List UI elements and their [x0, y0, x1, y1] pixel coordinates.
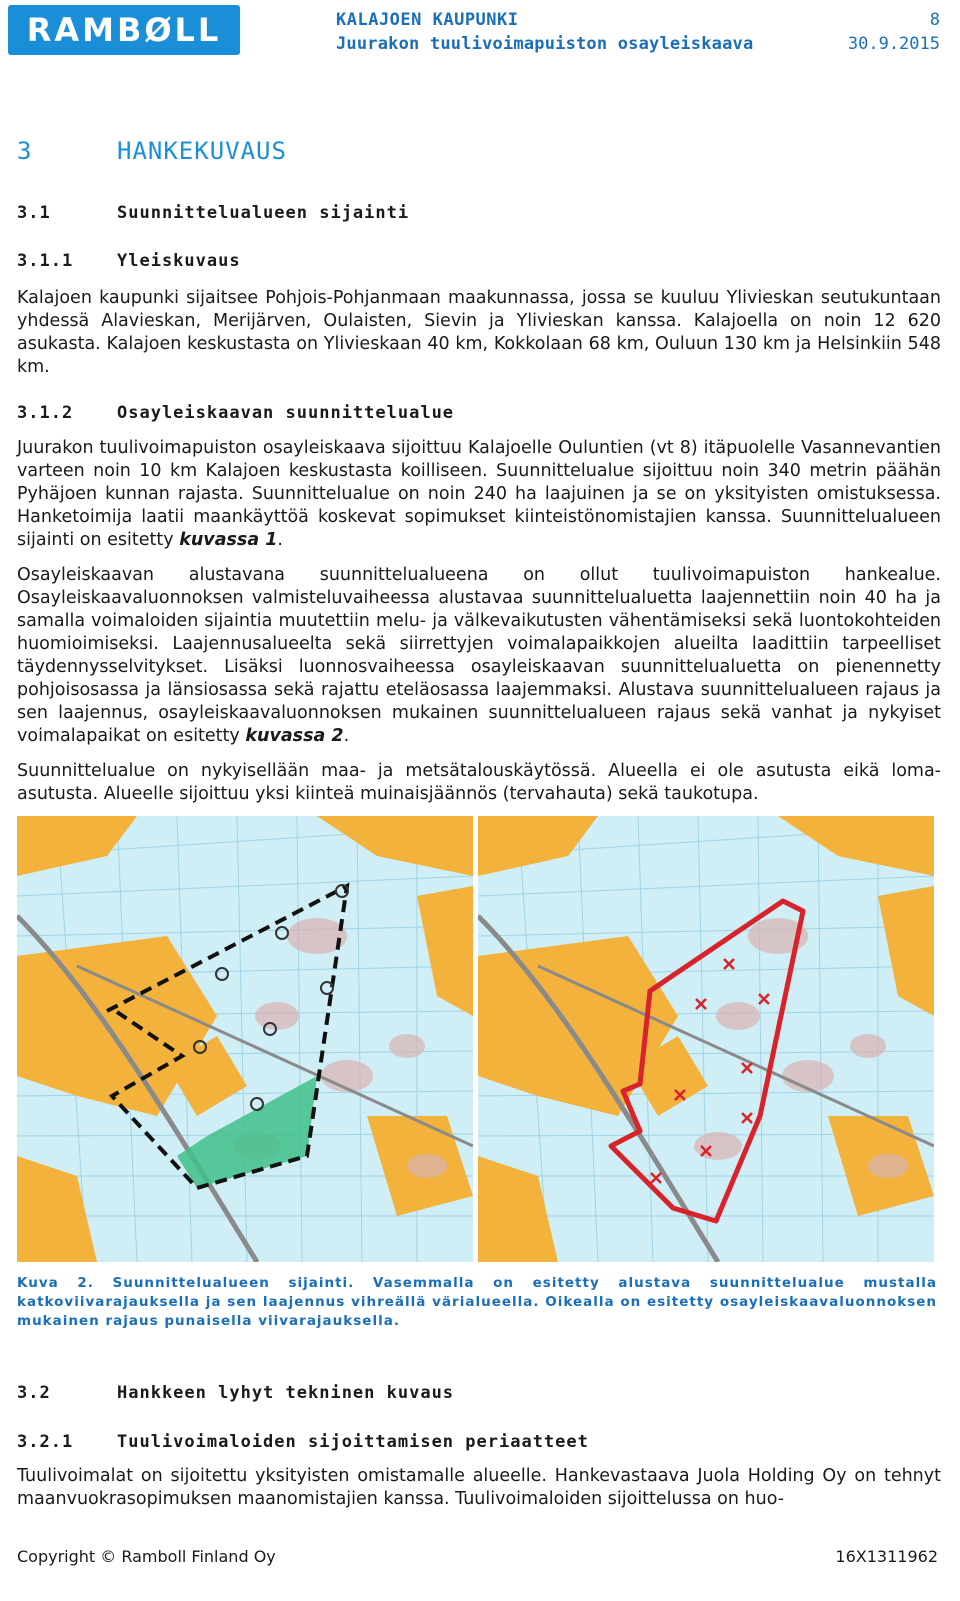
paragraph-end: . [277, 530, 283, 550]
header-org: KALAJOEN KAUPUNKI [336, 10, 519, 30]
paragraph-yleiskuvaus: Kalajoen kaupunki sijaitsee Pohjois-Pohjanmaan maakunnassa, jossa se kuuluu Ylivieskan seutukuntaan yhdessä Alavieskan, Merijärven, Oulaisten, Sievin ja Ylivieskan kanssa. Kalajoella on noin 12 620 asukasta. Kalajoen keskustasta on Ylivieskaan 40 km, Kokkolaan 68 km, Ouluun 130 km ja Helsinkiin 548 km. [17, 288, 941, 377]
heading-number: 3 [17, 137, 33, 165]
heading-title: Tuulivoimaloiden sijoittamisen periaatteet [117, 1432, 589, 1452]
map-left-svg [17, 816, 473, 1262]
heading-title: Suunnittelualueen sijainti [117, 203, 410, 223]
page-number: 8 [929, 10, 940, 30]
figure-reference: kuvassa 2 [245, 726, 344, 746]
ramboll-logo [8, 5, 240, 55]
heading-3-1-2 [17, 403, 454, 423]
paragraph-sijoittaminen: Tuulivoimalat on sijoitettu yksityisten omistamalle alueelle. Hankevastaava Juola Holding Oy on tehnyt maanvuokrasopimuksen maanomistajien kanssa. Tuulivoimaloiden sijoittelussa on huo- [17, 1466, 941, 1509]
heading-3-1-1 [17, 251, 241, 271]
heading-3 [17, 137, 287, 165]
heading-number: 3.2 [17, 1383, 51, 1403]
map-left [17, 816, 473, 1262]
heading-number: 3.2.1 [17, 1432, 74, 1452]
heading-title: Hankkeen lyhyt tekninen kuvaus [117, 1383, 455, 1403]
heading-number: 3.1 [17, 203, 51, 223]
heading-title: Osayleiskaavan suunnittelualue [117, 403, 455, 423]
paragraph-suunnittelualue-2 [17, 564, 941, 748]
figure-caption: Kuva 2. Suunnittelualueen sijainti. Vasemmalla on esitetty alustava suunnittelualue mustalla katkoviivarajauksella ja sen laajennus vihreällä värialueella. Oikealla on esitetty osayleiskaavaluonnoksen mukainen rajaus punaisella viivarajauksella. [17, 1275, 937, 1329]
paragraph-text: Osayleiskaavan alustavana suunnittelualueena on ollut tuulivoimapuiston hankealue. Osayleiskaavaluonnoksen valmisteluvaiheessa alustavaa suunnittelualuetta laajennettiin noin 40 ha ja samalla voimaloiden sijaintia muutettiin melu- ja välkevaikutusten vähentämiseksi sekä luontokohteiden huomioimiseksi. Laajennusalueelta sekä siirrettyjen voimalapaikkojen alueilta laadittiin tarpeelliset täydennysselvitykset. Lisäksi luonnosvaiheessa osayleiskaavan suunnittelualuetta on pienennetty pohjoisosassa ja länsiosassa sekä rajattu eteläosassa laajemmaksi. Alustava suunnittelualueen rajaus ja sen laajennus, osayleiskaavaluonnoksen mukainen suunnittelualueen rajaus sekä vanhat ja nykyiset voimalapaikat on esitetty [17, 565, 941, 746]
heading-title: HANKEKUVAUS [117, 137, 287, 165]
paragraph-end: . [343, 726, 350, 746]
heading-3-1 [17, 203, 409, 223]
heading-3-2-1 [17, 1432, 589, 1452]
heading-number: 3.1.1 [17, 251, 74, 271]
heading-number: 3.1.2 [17, 403, 74, 423]
map-right-svg [478, 816, 934, 1262]
paragraph-suunnittelualue-3: Suunnittelualue on nykyisellään maa- ja metsätalouskäytössä. Alueella ei ole asutusta eikä loma-asutusta. Alueelle sijoittuu yksi kiinteä muinaisjäännös (tervahauta) sekä taukotupa. [17, 761, 941, 804]
header-doc-title: Juurakon tuulivoimapuiston osayleiskaava [336, 34, 754, 54]
map-right [478, 816, 934, 1262]
footer-copyright: Copyright © Ramboll Finland Oy [17, 1547, 276, 1566]
figure-reference: kuvassa 1 [179, 530, 278, 550]
logo-text: RAMBØLL [26, 11, 222, 49]
paragraph-suunnittelualue-1 [17, 437, 941, 552]
heading-title: Yleiskuvaus [117, 251, 241, 271]
heading-3-2 [17, 1383, 454, 1403]
footer-project-code: 16X1311962 [835, 1547, 938, 1566]
paragraph-text: Juurakon tuulivoimapuiston osayleiskaava sijoittuu Kalajoelle Ouluntien (vt 8) itäpuolelle Vasannevantien varteen noin 10 km Kalajoen keskustasta koilliseen. Suunnittelualue sijoittuu noin 340 metrin päähän Pyhäjoen kunnan rajasta. Suunnittelualue on noin 240 ha laajuinen ja se on yksityisten omistuksessa. Hanketoimija laatii maankäyttöä koskevat sopimukset kiinteistönomistajien kanssa. Suunnittelualueen sijainti on esitetty [17, 438, 941, 550]
header-date: 30.9.2015 [847, 34, 940, 54]
